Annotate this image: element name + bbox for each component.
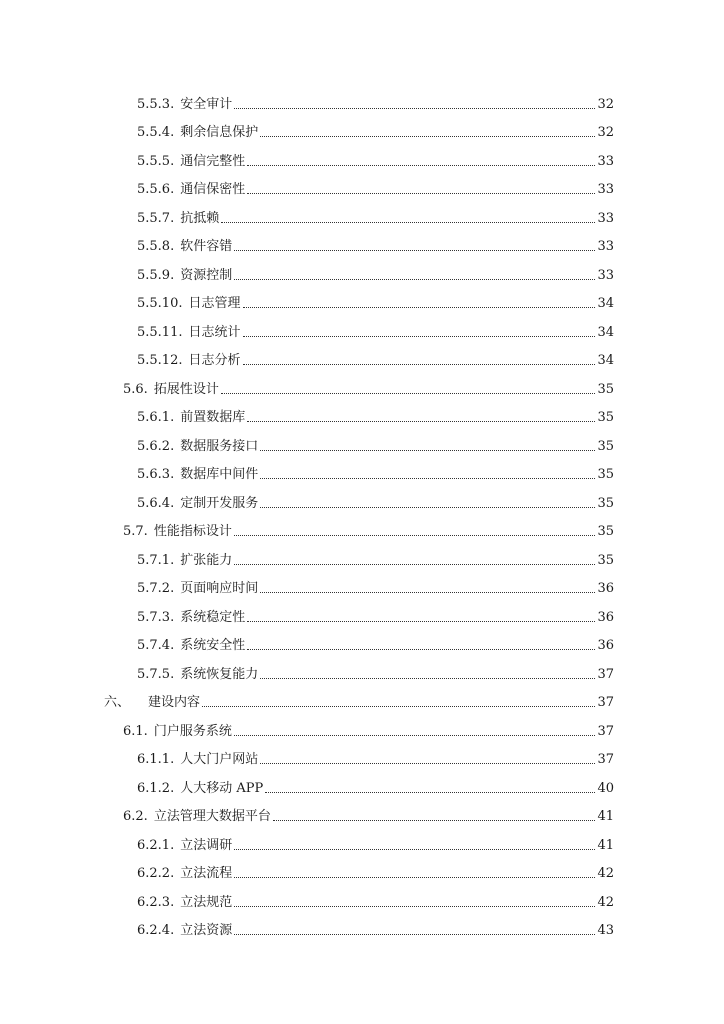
toc-dot-leader bbox=[202, 705, 595, 707]
toc-dot-leader bbox=[243, 363, 596, 365]
toc-entry-number: 6.1.1. bbox=[137, 752, 175, 767]
toc-entry-number: 六、 bbox=[104, 695, 131, 710]
toc-entry[interactable] bbox=[0, 284, 724, 313]
toc-dot-leader bbox=[247, 192, 595, 194]
toc-dot-leader bbox=[221, 221, 595, 223]
toc-dot-leader bbox=[221, 392, 596, 394]
toc-entry-number: 5.5.7. bbox=[137, 210, 175, 226]
toc-entry-page: 37 bbox=[597, 666, 614, 682]
toc-entry-page: 33 bbox=[597, 267, 614, 283]
toc-entry-title: 人大移动 APP bbox=[180, 780, 264, 796]
toc-entry-page: 34 bbox=[597, 296, 614, 311]
toc-entry-title: 页面响应时间 bbox=[180, 581, 259, 596]
toc-entry-page: 37 bbox=[597, 695, 614, 710]
toc-entry[interactable] bbox=[0, 255, 724, 284]
toc-dot-leader bbox=[265, 791, 595, 793]
toc-entry-number: 5.6. bbox=[123, 381, 148, 397]
toc-entry-page: 35 bbox=[597, 381, 614, 397]
toc-dot-leader bbox=[234, 876, 595, 878]
toc-entry-page: 35 bbox=[597, 552, 614, 568]
toc-dot-leader bbox=[234, 534, 596, 536]
toc-entry-title: 扩张能力 bbox=[180, 552, 233, 568]
toc-entry-page: 37 bbox=[597, 723, 614, 739]
toc-entry-number: 5.5.4. bbox=[137, 125, 175, 140]
toc-entry[interactable] bbox=[0, 170, 724, 199]
toc-entry-page: 42 bbox=[597, 894, 614, 910]
toc-dot-leader bbox=[247, 420, 595, 422]
toc-entry-page: 35 bbox=[597, 467, 614, 482]
toc-entry-number: 6.2.3. bbox=[137, 894, 175, 910]
toc-entry-page: 35 bbox=[597, 495, 614, 511]
toc-entry-number: 5.7.3. bbox=[137, 609, 175, 625]
toc-entry[interactable] bbox=[0, 683, 724, 712]
toc-entry-number: 5.7.5. bbox=[137, 666, 175, 682]
toc-entry-number: 5.5.8. bbox=[137, 239, 175, 254]
toc-entry-title: 剩余信息保护 bbox=[180, 125, 259, 140]
toc-entry-number: 5.5.12. bbox=[137, 353, 183, 368]
toc-dot-leader bbox=[260, 677, 595, 679]
toc-entry-number: 5.6.2. bbox=[137, 438, 175, 454]
toc-dot-leader bbox=[247, 164, 595, 166]
toc-entry-page: 41 bbox=[597, 837, 614, 853]
toc-entry-number: 6.2.1. bbox=[137, 837, 175, 853]
toc-entry-title: 日志管理 bbox=[188, 296, 241, 311]
toc-entry[interactable] bbox=[0, 797, 724, 826]
toc-entry[interactable] bbox=[0, 597, 724, 626]
toc-entry-number: 5.6.1. bbox=[137, 410, 175, 425]
toc-entry[interactable] bbox=[0, 483, 724, 512]
toc-entry-number: 6.2.4. bbox=[137, 923, 175, 938]
toc-entry-title: 通信完整性 bbox=[180, 153, 246, 169]
toc-entry-title: 立法流程 bbox=[180, 866, 233, 881]
toc-entry-page: 35 bbox=[597, 410, 614, 425]
toc-entry[interactable] bbox=[0, 911, 724, 940]
toc-entry-page: 35 bbox=[597, 524, 614, 539]
toc-entry-number: 5.5.11. bbox=[137, 324, 183, 340]
toc-dot-leader bbox=[234, 734, 596, 736]
toc-entry[interactable] bbox=[0, 711, 724, 740]
toc-entry-title: 资源控制 bbox=[180, 267, 233, 283]
toc-dot-leader bbox=[234, 563, 595, 565]
toc-entry-title: 抗抵赖 bbox=[180, 210, 220, 226]
toc-entry[interactable] bbox=[0, 141, 724, 170]
toc-entry-title: 拓展性设计 bbox=[153, 381, 219, 397]
toc-entry-title: 软件容错 bbox=[180, 239, 233, 254]
toc-dot-leader bbox=[260, 135, 595, 137]
toc-entry-number: 5.7.1. bbox=[137, 552, 175, 568]
toc-dot-leader bbox=[234, 249, 595, 251]
toc-entry-number: 6.1.2. bbox=[137, 780, 175, 796]
toc-entry-page: 33 bbox=[597, 153, 614, 169]
toc-entry-title: 性能指标设计 bbox=[153, 524, 232, 539]
toc-dot-leader bbox=[234, 905, 595, 907]
toc-entry-title: 人大门户网站 bbox=[180, 752, 259, 767]
toc-entry-title: 系统稳定性 bbox=[180, 609, 246, 625]
toc-entry-title: 数据服务接口 bbox=[180, 438, 259, 454]
table-of-contents bbox=[0, 84, 724, 939]
toc-entry[interactable] bbox=[0, 768, 724, 797]
toc-dot-leader bbox=[234, 107, 595, 109]
toc-entry-title: 数据库中间件 bbox=[180, 467, 259, 482]
toc-entry[interactable] bbox=[0, 312, 724, 341]
toc-entry[interactable] bbox=[0, 825, 724, 854]
toc-dot-leader bbox=[260, 477, 595, 479]
toc-entry[interactable] bbox=[0, 654, 724, 683]
toc-entry[interactable] bbox=[0, 84, 724, 113]
toc-dot-leader bbox=[260, 506, 595, 508]
toc-entry-number: 5.6.4. bbox=[137, 495, 175, 511]
toc-entry-number: 6.1. bbox=[123, 723, 148, 739]
toc-dot-leader bbox=[234, 278, 595, 280]
toc-entry-title: 建设内容 bbox=[148, 695, 201, 710]
toc-entry[interactable] bbox=[0, 426, 724, 455]
toc-entry-page: 42 bbox=[597, 866, 614, 881]
toc-dot-leader bbox=[243, 335, 596, 337]
toc-entry-number: 5.7.2. bbox=[137, 581, 175, 596]
toc-entry[interactable] bbox=[0, 854, 724, 883]
toc-entry-title: 前置数据库 bbox=[180, 410, 246, 425]
toc-entry[interactable] bbox=[0, 369, 724, 398]
toc-dot-leader bbox=[234, 933, 595, 935]
toc-entry-title: 立法调研 bbox=[180, 837, 233, 853]
toc-entry-page: 33 bbox=[597, 182, 614, 197]
toc-entry-number: 5.5.5. bbox=[137, 153, 175, 169]
toc-entry[interactable] bbox=[0, 341, 724, 370]
toc-entry-page: 43 bbox=[597, 923, 614, 938]
toc-entry-title: 系统安全性 bbox=[180, 638, 246, 653]
toc-dot-leader bbox=[260, 762, 595, 764]
toc-dot-leader bbox=[247, 620, 595, 622]
toc-entry-page: 40 bbox=[597, 780, 614, 796]
toc-entry-number: 6.2.2. bbox=[137, 866, 175, 881]
toc-entry[interactable] bbox=[0, 398, 724, 427]
toc-entry-page: 33 bbox=[597, 210, 614, 226]
toc-entry-number: 5.5.9. bbox=[137, 267, 175, 283]
toc-entry-page: 34 bbox=[597, 324, 614, 340]
toc-entry-title: 日志统计 bbox=[188, 324, 241, 340]
toc-entry-page: 32 bbox=[597, 125, 614, 140]
toc-entry[interactable] bbox=[0, 569, 724, 598]
toc-entry[interactable] bbox=[0, 540, 724, 569]
toc-entry[interactable] bbox=[0, 740, 724, 769]
toc-entry-title: 立法资源 bbox=[180, 923, 233, 938]
toc-entry-title: 定制开发服务 bbox=[180, 495, 259, 511]
toc-entry[interactable] bbox=[0, 113, 724, 142]
toc-entry-page: 37 bbox=[597, 752, 614, 767]
toc-dot-leader bbox=[243, 306, 596, 308]
toc-entry-page: 41 bbox=[597, 809, 614, 824]
toc-entry[interactable] bbox=[0, 512, 724, 541]
toc-entry[interactable] bbox=[0, 455, 724, 484]
toc-entry-page: 36 bbox=[597, 638, 614, 653]
toc-entry-page: 36 bbox=[597, 581, 614, 596]
toc-entry-title: 立法管理大数据平台 bbox=[153, 809, 271, 824]
toc-entry-number: 5.7.4. bbox=[137, 638, 175, 653]
toc-entry-page: 35 bbox=[597, 438, 614, 454]
toc-dot-leader bbox=[260, 449, 595, 451]
toc-entry-title: 安全审计 bbox=[180, 96, 233, 112]
toc-entry-number: 5.7. bbox=[123, 524, 148, 539]
toc-dot-leader bbox=[273, 819, 596, 821]
toc-entry-title: 系统恢复能力 bbox=[180, 666, 259, 682]
toc-entry-title: 日志分析 bbox=[188, 353, 241, 368]
toc-entry-page: 36 bbox=[597, 609, 614, 625]
toc-entry-page: 33 bbox=[597, 239, 614, 254]
toc-entry-title: 立法规范 bbox=[180, 894, 233, 910]
toc-entry-number: 5.5.6. bbox=[137, 182, 175, 197]
toc-entry[interactable] bbox=[0, 882, 724, 911]
toc-dot-leader bbox=[247, 648, 595, 650]
toc-dot-leader bbox=[234, 848, 595, 850]
toc-dot-leader bbox=[260, 591, 595, 593]
toc-entry-number: 5.6.3. bbox=[137, 467, 175, 482]
toc-entry[interactable] bbox=[0, 198, 724, 227]
toc-entry-title: 门户服务系统 bbox=[153, 723, 232, 739]
toc-entry-title: 通信保密性 bbox=[180, 182, 246, 197]
toc-entry[interactable] bbox=[0, 227, 724, 256]
toc-entry[interactable] bbox=[0, 626, 724, 655]
toc-entry-number: 5.5.10. bbox=[137, 296, 183, 311]
toc-entry-number: 6.2. bbox=[123, 809, 148, 824]
toc-entry-number: 5.5.3. bbox=[137, 96, 175, 112]
toc-entry-page: 34 bbox=[597, 353, 614, 368]
toc-entry-page: 32 bbox=[597, 96, 614, 112]
